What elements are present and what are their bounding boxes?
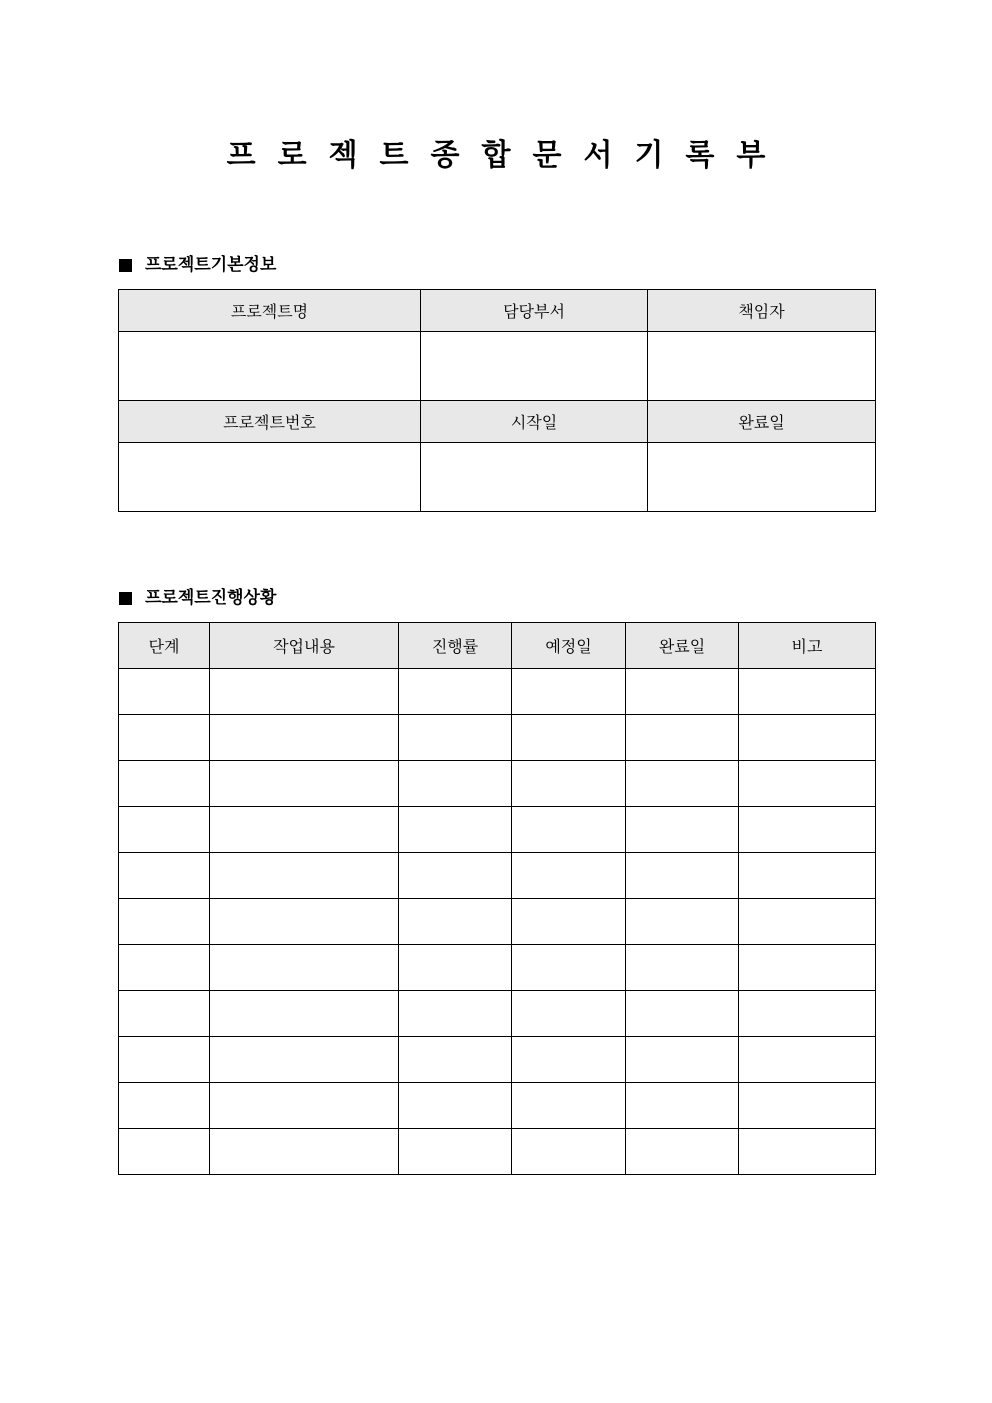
remarks-cell[interactable] <box>739 715 876 761</box>
table-row <box>119 1129 876 1175</box>
progress-rate-cell[interactable] <box>399 715 512 761</box>
table-row <box>119 1037 876 1083</box>
header-progress-rate: 진행률 <box>399 623 512 669</box>
progress-rate-cell[interactable] <box>399 669 512 715</box>
header-end-date: 완료일 <box>648 401 876 443</box>
section-heading-label: 프로젝트기본정보 <box>145 255 277 275</box>
header-start-date: 시작일 <box>421 401 648 443</box>
square-bullet-icon <box>119 592 132 605</box>
planned-date-cell[interactable] <box>512 669 626 715</box>
header-planned-date: 예정일 <box>512 623 626 669</box>
header-project-number: 프로젝트번호 <box>119 401 421 443</box>
table-header-row <box>119 401 876 443</box>
remarks-cell[interactable] <box>739 1083 876 1129</box>
completion-date-cell[interactable] <box>626 945 739 991</box>
table-row <box>119 853 876 899</box>
table-row <box>119 443 876 512</box>
completion-date-cell[interactable] <box>626 1083 739 1129</box>
completion-date-cell[interactable] <box>626 853 739 899</box>
completion-date-cell[interactable] <box>626 669 739 715</box>
start-date-field[interactable] <box>421 443 648 512</box>
task-cell[interactable] <box>210 853 399 899</box>
stage-cell[interactable] <box>119 669 210 715</box>
end-date-field[interactable] <box>648 443 876 512</box>
stage-cell[interactable] <box>119 1037 210 1083</box>
progress-rate-cell[interactable] <box>399 761 512 807</box>
stage-cell[interactable] <box>119 761 210 807</box>
completion-date-cell[interactable] <box>626 1129 739 1175</box>
remarks-cell[interactable] <box>739 807 876 853</box>
project-basic-info-table <box>118 289 876 512</box>
task-cell[interactable] <box>210 991 399 1037</box>
progress-rate-cell[interactable] <box>399 807 512 853</box>
table-header-row <box>119 290 876 332</box>
stage-cell[interactable] <box>119 1129 210 1175</box>
remarks-cell[interactable] <box>739 669 876 715</box>
project-number-field[interactable] <box>119 443 421 512</box>
planned-date-cell[interactable] <box>512 945 626 991</box>
table-row <box>119 945 876 991</box>
table-row <box>119 991 876 1037</box>
remarks-cell[interactable] <box>739 761 876 807</box>
progress-rate-cell[interactable] <box>399 945 512 991</box>
completion-date-cell[interactable] <box>626 715 739 761</box>
progress-rate-cell[interactable] <box>399 991 512 1037</box>
stage-cell[interactable] <box>119 991 210 1037</box>
manager-field[interactable] <box>648 332 876 401</box>
project-name-field[interactable] <box>119 332 421 401</box>
planned-date-cell[interactable] <box>512 1083 626 1129</box>
completion-date-cell[interactable] <box>626 761 739 807</box>
planned-date-cell[interactable] <box>512 1037 626 1083</box>
stage-cell[interactable] <box>119 715 210 761</box>
planned-date-cell[interactable] <box>512 807 626 853</box>
progress-rate-cell[interactable] <box>399 853 512 899</box>
task-cell[interactable] <box>210 807 399 853</box>
section-heading-label: 프로젝트진행상황 <box>145 588 277 608</box>
stage-cell[interactable] <box>119 853 210 899</box>
completion-date-cell[interactable] <box>626 1037 739 1083</box>
project-progress-table <box>118 622 876 1175</box>
progress-table-body <box>119 669 876 1175</box>
header-remarks: 비고 <box>739 623 876 669</box>
task-cell[interactable] <box>210 1129 399 1175</box>
remarks-cell[interactable] <box>739 991 876 1037</box>
remarks-cell[interactable] <box>739 1129 876 1175</box>
completion-date-cell[interactable] <box>626 899 739 945</box>
header-manager: 책임자 <box>648 290 876 332</box>
planned-date-cell[interactable] <box>512 899 626 945</box>
header-department: 담당부서 <box>421 290 648 332</box>
task-cell[interactable] <box>210 669 399 715</box>
table-row <box>119 761 876 807</box>
task-cell[interactable] <box>210 1037 399 1083</box>
remarks-cell[interactable] <box>739 1037 876 1083</box>
stage-cell[interactable] <box>119 945 210 991</box>
table-row <box>119 715 876 761</box>
stage-cell[interactable] <box>119 899 210 945</box>
task-cell[interactable] <box>210 761 399 807</box>
header-completion-date: 완료일 <box>626 623 739 669</box>
completion-date-cell[interactable] <box>626 991 739 1037</box>
planned-date-cell[interactable] <box>512 761 626 807</box>
table-row <box>119 807 876 853</box>
planned-date-cell[interactable] <box>512 991 626 1037</box>
stage-cell[interactable] <box>119 1083 210 1129</box>
document-title: 프로젝트종합문서기록부 <box>226 138 788 173</box>
remarks-cell[interactable] <box>739 945 876 991</box>
progress-rate-cell[interactable] <box>399 899 512 945</box>
progress-rate-cell[interactable] <box>399 1037 512 1083</box>
remarks-cell[interactable] <box>739 853 876 899</box>
table-row <box>119 669 876 715</box>
planned-date-cell[interactable] <box>512 853 626 899</box>
task-cell[interactable] <box>210 715 399 761</box>
progress-rate-cell[interactable] <box>399 1129 512 1175</box>
section-heading-progress <box>119 586 276 610</box>
progress-rate-cell[interactable] <box>399 1083 512 1129</box>
task-cell[interactable] <box>210 899 399 945</box>
department-field[interactable] <box>421 332 648 401</box>
completion-date-cell[interactable] <box>626 807 739 853</box>
header-task: 작업내용 <box>210 623 399 669</box>
remarks-cell[interactable] <box>739 899 876 945</box>
header-project-name: 프로젝트명 <box>119 290 421 332</box>
stage-cell[interactable] <box>119 807 210 853</box>
planned-date-cell[interactable] <box>512 1129 626 1175</box>
table-row <box>119 1083 876 1129</box>
table-header-row <box>119 623 876 669</box>
planned-date-cell[interactable] <box>512 715 626 761</box>
header-stage: 단계 <box>119 623 210 669</box>
square-bullet-icon <box>119 259 132 272</box>
task-cell[interactable] <box>210 945 399 991</box>
task-cell[interactable] <box>210 1083 399 1129</box>
section-heading-basic-info <box>119 253 276 277</box>
table-row <box>119 899 876 945</box>
table-row <box>119 332 876 401</box>
